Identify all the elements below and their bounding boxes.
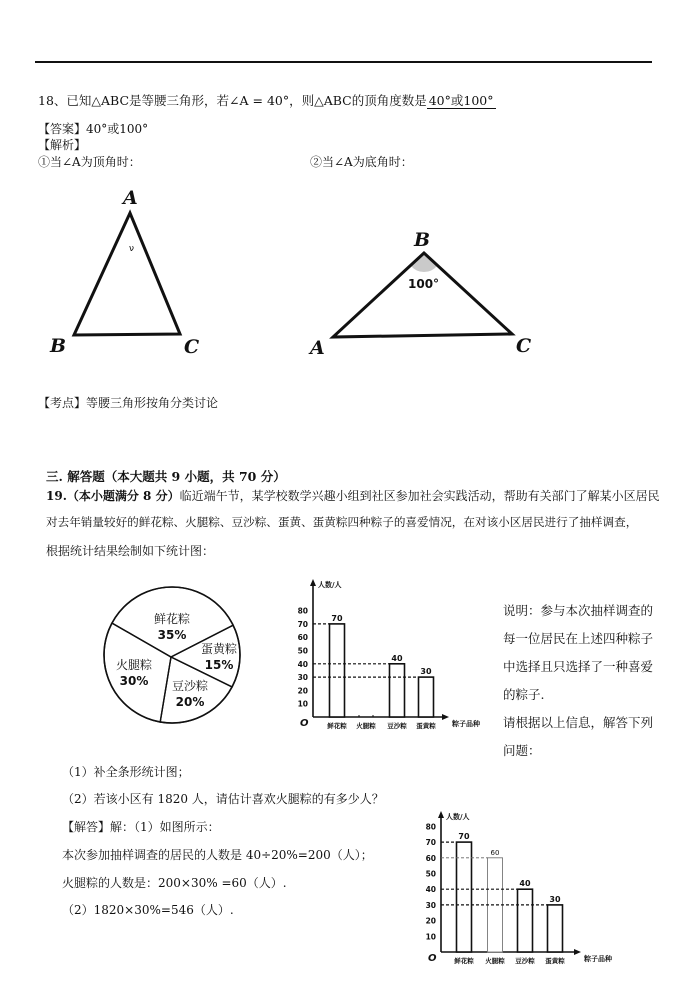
x-tick-label: 鲜花粽 [454, 957, 474, 965]
note-line: 每一位居民在上述四种粽子 [503, 631, 654, 646]
y-tick-label: 40 [297, 659, 308, 669]
y-tick-label: 70 [425, 838, 436, 848]
y-tick-label: 60 [297, 633, 308, 643]
angle-label-100: 100° [408, 277, 440, 291]
q19-solution-line1: 本次参加抽样调查的居民的人数是 40÷20%=200（人）； [62, 848, 373, 862]
note-line: 中选择且只选择了一种喜爱 [503, 659, 654, 674]
q19-solution-label: 【解答】解：（1）如图所示： [62, 820, 220, 834]
x-tick-label: 豆沙粽 [387, 722, 407, 730]
y-axis-arrow-icon [438, 811, 444, 818]
q18-analysis-label: 【解析】 [38, 138, 87, 152]
x-tick-label: 火腿粽 [356, 722, 376, 730]
origin-label: O [300, 718, 309, 729]
bar-value-label: 30 [420, 667, 432, 677]
y-tick-label: 70 [297, 619, 308, 629]
q18-case1: ①当∠A为顶角时： [38, 155, 141, 169]
vertex-label-b2: B [414, 229, 431, 251]
y-axis-label: 人数/人 [446, 813, 470, 821]
y-tick-label: 10 [425, 932, 436, 942]
x-tick-label: 火腿粽 [485, 957, 505, 965]
q19-solution-line3: （2）1820×30%=546（人）. [62, 903, 234, 917]
q19-heading: 19.（本小题满分 8 分） [46, 489, 180, 503]
q19-line1-text: 临近端午节，某学校数学兴趣小组到社区参加社会实践活动，帮助有关部门了解某小区居民 [179, 489, 660, 503]
bar-value-label: 60 [490, 848, 500, 857]
note-line: 请根据以上信息，解答下列 [503, 715, 654, 730]
q18-blank-answer: 40°或100° [428, 93, 494, 108]
q19-line3: 根据统计结果绘制如下统计图： [46, 544, 215, 558]
bar-value-label: 40 [519, 879, 531, 889]
y-tick-label: 20 [297, 686, 308, 696]
y-tick-label: 20 [425, 916, 436, 926]
q19-line2: 对去年销量较好的鲜花粽、火腿粽、豆沙粽、蛋黄、蛋黄粽四种粽子的喜爱情况，在对该小区居民进行了抽样调查， [46, 515, 638, 529]
note-line: 说明：参与本次抽样调查的 [503, 603, 654, 618]
q19-solution-line2: 火腿粽的人数是：200×30% =60（人）. [62, 876, 287, 890]
angle-mark: ν [129, 244, 135, 254]
pie-slice-percent: 15% [204, 658, 234, 672]
note-line: 问题： [503, 743, 541, 758]
q19-sub1: （1）补全条形统计图； [62, 765, 190, 779]
x-axis-label: 粽子品种 [584, 955, 612, 963]
x-tick-label: 鲜花粽 [327, 722, 347, 730]
x-tick-label: 蛋黄粽 [416, 722, 436, 730]
y-tick-label: 40 [425, 885, 436, 895]
vertex-label-c: C [184, 336, 200, 358]
pie-slice-percent: 20% [175, 695, 205, 709]
y-tick-label: 60 [425, 853, 436, 863]
pie-slice-percent: 30% [119, 674, 149, 688]
pie-slice-percent: 35% [157, 628, 187, 642]
q18-question-text: 18、已知△ABC是等腰三角形，若∠A = 40°，则△ABC的顶角度数是 [38, 93, 427, 108]
bar [488, 858, 503, 952]
bar-value-label: 70 [458, 832, 470, 842]
y-tick-label: 10 [297, 699, 308, 709]
bar-value-label: 70 [331, 613, 343, 623]
pie-slice-label: 蛋黄粽 [200, 642, 238, 656]
origin-label: O [428, 953, 437, 964]
y-tick-label: 30 [297, 673, 308, 683]
vertex-label-a2: A [310, 337, 325, 359]
section-title: 三. 解答题（本大题共 9 小题，共 70 分） [46, 469, 286, 484]
q18-case2: ②当∠A为底角时： [310, 155, 413, 169]
x-tick-label: 豆沙粽 [515, 957, 535, 965]
note-line: 的粽子. [503, 687, 545, 702]
q19-sub2: （2）若该小区有 1820 人，请估计喜欢火腿粽的有多少人？ [62, 792, 384, 806]
x-tick-label: 蛋黄粽 [545, 957, 565, 965]
x-axis-label: 粽子品种 [452, 720, 480, 728]
pie-slice-label: 鲜花粽 [153, 612, 191, 626]
y-tick-label: 50 [425, 869, 436, 879]
bar [518, 889, 533, 952]
bar [548, 905, 563, 952]
q18-answer: 【答案】40°或100° [38, 122, 149, 136]
y-tick-label: 50 [297, 646, 308, 656]
pie-slice-label: 豆沙粽 [171, 679, 209, 693]
vertex-label-b: B [50, 335, 67, 357]
bar-value-label: 30 [549, 894, 561, 904]
vertex-label-a: A [123, 187, 138, 209]
y-axis-label: 人数/人 [318, 581, 342, 589]
y-tick-label: 30 [425, 900, 436, 910]
x-axis-arrow-icon [574, 949, 581, 955]
y-tick-label: 80 [425, 822, 436, 832]
q18-kaodian: 【考点】等腰三角形按角分类讨论 [38, 396, 219, 410]
pie-slice-label: 火腿粽 [115, 658, 153, 672]
y-tick-label: 80 [297, 606, 308, 616]
bar [457, 842, 472, 952]
bar-value-label: 40 [391, 653, 403, 663]
vertex-label-c2: C [516, 335, 532, 357]
